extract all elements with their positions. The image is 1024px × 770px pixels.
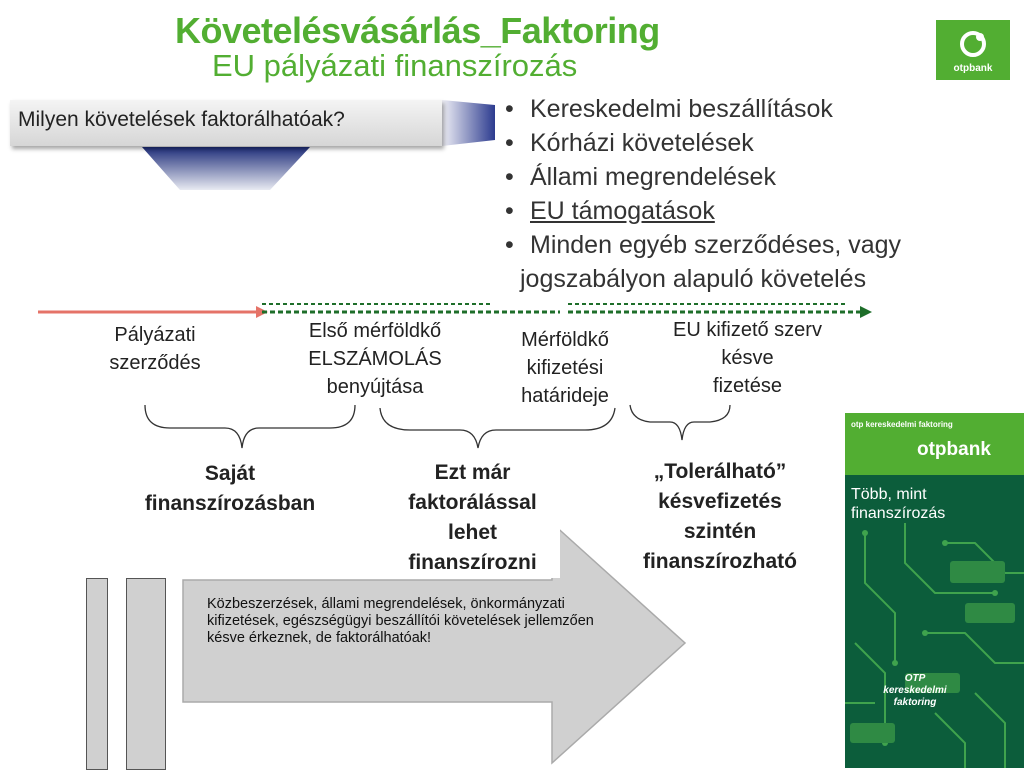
list-item-continuation: jogszabályon alapuló követelés — [520, 265, 867, 293]
label-factoring-financing: Ezt már faktorálással lehet finanszírozni — [385, 458, 560, 578]
milestone-payment-deadline: Mérföldkő kifizetési határideje — [521, 329, 609, 407]
question-text: Milyen követelések faktorálhatóak? — [18, 108, 345, 131]
page-title: Követelésvásárlás_Faktoring — [175, 10, 660, 51]
brochure-header-text: otp kereskedelmi faktoring — [851, 420, 953, 429]
milestone-first-settlement: Első mérföldkő ELSZÁMOLÁS benyújtása — [308, 320, 442, 398]
circuit-pattern — [845, 523, 1024, 768]
brace-own-financing — [145, 405, 355, 448]
list-item: • Kereskedelmi beszállítások — [505, 95, 833, 123]
label-own-financing: Saját finanszírozásban — [144, 462, 316, 515]
brochure-slogan: Több, mint finanszírozás — [851, 486, 946, 522]
brace-factoring — [380, 408, 615, 448]
logo-text: otpbank — [953, 63, 993, 74]
gray-bar — [126, 578, 166, 770]
milestone-contract: Pályázati szerződés — [109, 324, 201, 374]
arrow-note-text: Közbeszerzések, állami megrendelések, önkormányzati kifizetések, egészségügyi beszállítói követelések jellemzően késve érkeznek, de faktorálhatóak! — [207, 596, 594, 646]
page-subtitle: EU pályázati finanszírozás — [212, 48, 578, 83]
list-item: • Kórházi követelések — [505, 129, 754, 157]
gray-bar — [86, 578, 108, 770]
brace-group — [130, 400, 830, 460]
label-tolerable-late-payment: „Tolerálható” késvefizetés szintén finanszírozható — [642, 460, 797, 573]
brochure-product-name: OTP kereskedelmi faktoring — [883, 673, 947, 708]
otpbank-logo — [936, 20, 1010, 80]
receivable-types-list — [505, 92, 901, 296]
brace-tolerable — [630, 405, 730, 440]
list-item: • Minden egyéb szerződéses, vagy — [505, 231, 902, 259]
brochure-logo: otpbank — [917, 439, 991, 460]
funnel-side — [442, 100, 495, 146]
brochure-image — [845, 413, 1024, 768]
list-item-link[interactable]: • EU támogatások — [505, 197, 715, 225]
timeline-arrowhead — [860, 306, 872, 318]
list-item: • Állami megrendelések — [505, 163, 776, 191]
funnel-bottom — [142, 147, 310, 190]
milestone-late-payment: EU kifizető szerv késve fizetése — [673, 319, 822, 397]
